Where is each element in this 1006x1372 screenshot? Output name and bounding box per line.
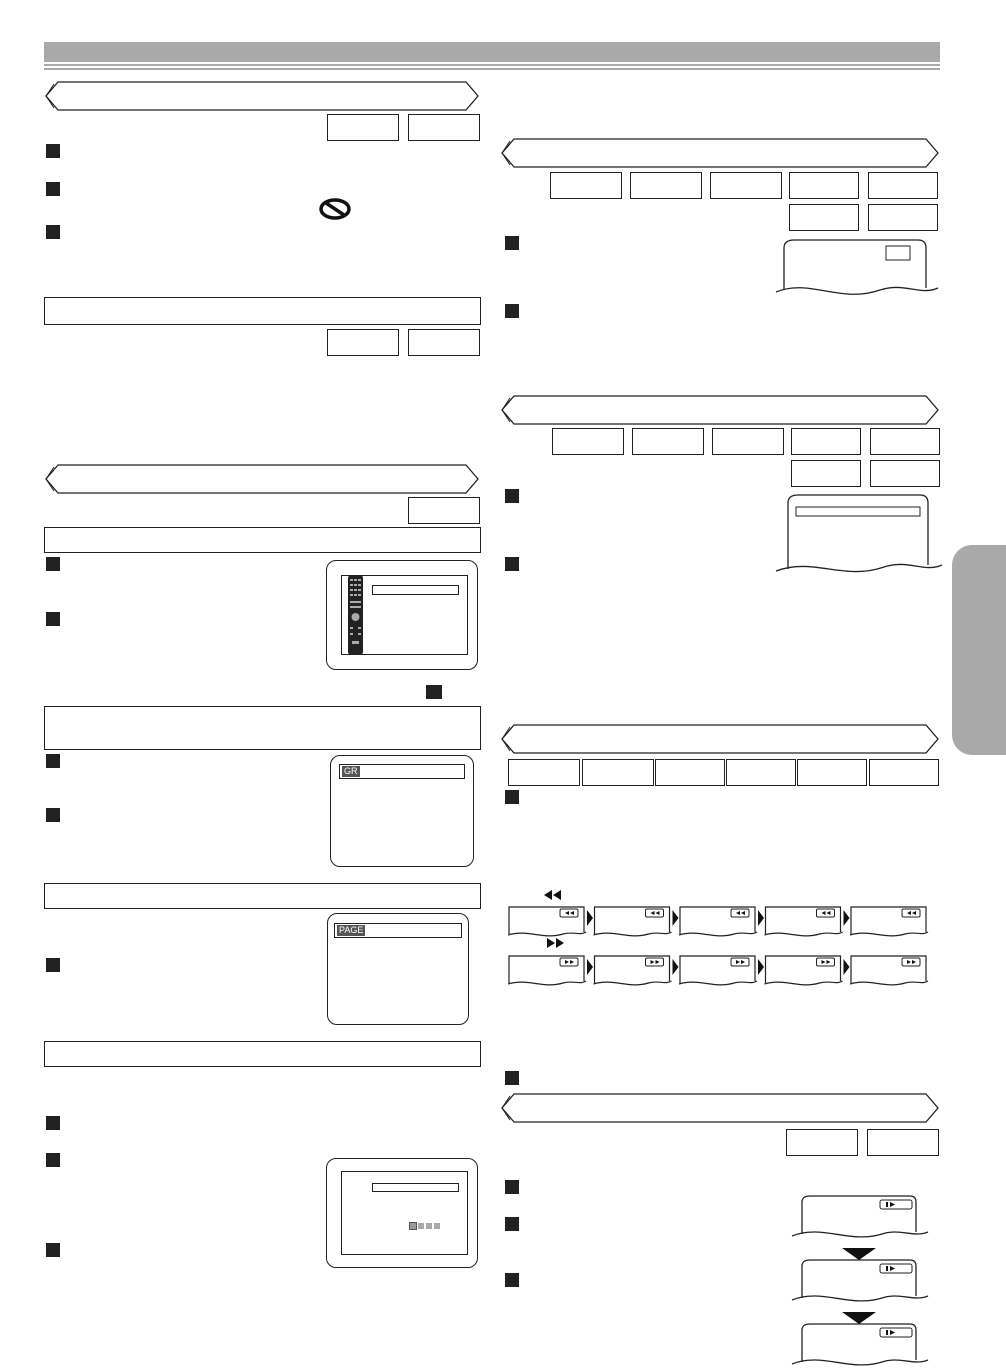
speed-screen: [765, 907, 843, 936]
step-marker: [46, 225, 60, 239]
step-marker: [46, 1153, 60, 1167]
disc-type-badge: [712, 428, 784, 455]
rewind-icon: [543, 890, 563, 900]
step-marker: [505, 236, 519, 250]
step-marker: [505, 489, 519, 503]
sequence-arrow: [673, 910, 679, 926]
menu-highlight-bar: [372, 585, 459, 595]
sequence-arrow: [844, 959, 850, 975]
step-marker: [46, 754, 60, 768]
speed-screen: [594, 907, 672, 936]
screen-display: [341, 575, 468, 655]
subsection-header: [44, 297, 481, 325]
sequence-arrow: [673, 959, 679, 975]
section-banner: [500, 138, 940, 168]
disc-type-badge: [868, 172, 938, 199]
screen-snippet: [770, 238, 940, 300]
screen-snippet: [790, 1194, 930, 1244]
rewind-screens: [508, 904, 940, 940]
sequence-arrow: [587, 959, 593, 975]
section-banner: [44, 81, 480, 111]
disc-type-badge: [726, 759, 796, 786]
page-header-bar: [44, 42, 940, 62]
sequence-arrow: [758, 959, 764, 975]
step-marker: [46, 1243, 60, 1257]
disc-type-badge: [550, 172, 622, 199]
section-banner: [500, 395, 940, 425]
section-banner: [44, 464, 480, 494]
subsection-header: [44, 1041, 481, 1067]
subsection-header: [44, 527, 481, 553]
screen-snippet: [790, 1258, 930, 1308]
disc-type-badge: [710, 172, 782, 199]
step-marker: [505, 1180, 519, 1194]
menu-highlight-bar: [339, 764, 465, 779]
disc-type-badge: [869, 759, 939, 786]
disc-type-badge: [327, 114, 399, 141]
step-marker: [505, 790, 519, 804]
section-banner: [500, 724, 940, 754]
progress-dot: [434, 1223, 440, 1229]
progress-dot: [426, 1223, 432, 1229]
step-marker: [46, 612, 60, 626]
disc-type-badge: [408, 329, 480, 356]
step-marker: [505, 1071, 519, 1085]
header-rule: [44, 68, 940, 70]
speed-screen: [594, 956, 672, 985]
page-badge: PAGE: [339, 925, 364, 935]
menu-highlight-bar: [372, 1183, 459, 1192]
step-marker: [426, 685, 442, 699]
disc-type-badge: [870, 428, 940, 455]
speed-screen: [850, 956, 928, 985]
sequence-arrow: [844, 910, 850, 926]
disc-type-badge: [870, 460, 940, 487]
disc-type-badge: [508, 759, 580, 786]
step-marker: [46, 808, 60, 822]
disc-type-badge: [327, 329, 399, 356]
tv-screen-illustration: [330, 755, 474, 867]
prohibited-icon: [318, 198, 352, 220]
disc-type-badge: [655, 759, 725, 786]
section-side-tab: [952, 545, 1006, 755]
step-marker: [505, 1217, 519, 1231]
speed-screen: [508, 907, 586, 936]
subsection-header: [44, 706, 481, 750]
disc-type-badge: [789, 172, 859, 199]
sequence-arrow: [758, 910, 764, 926]
speed-screen: [765, 956, 843, 985]
step-marker: [46, 1116, 60, 1130]
screen-display: [341, 1171, 468, 1255]
menu-highlight-bar: [334, 923, 462, 938]
disc-type-badge: [408, 114, 480, 141]
tv-screen-illustration: [326, 560, 478, 670]
disc-type-badge: [868, 204, 938, 231]
disc-type-badge: [786, 1129, 858, 1156]
disc-type-badge: [791, 460, 861, 487]
fast-forward-screens: [508, 953, 940, 989]
step-marker: [505, 304, 519, 318]
speed-screen: [679, 907, 757, 936]
disc-type-badge: [582, 759, 654, 786]
disc-type-badge: [797, 759, 867, 786]
tv-screen-illustration: [326, 1158, 478, 1268]
speed-screen: [679, 956, 757, 985]
step-marker: [46, 182, 60, 196]
gr-badge: GR: [344, 766, 358, 776]
disc-type-badge: [552, 428, 624, 455]
progress-dot: [418, 1223, 424, 1229]
remote-control-icon: [346, 575, 366, 655]
step-marker: [46, 557, 60, 571]
speed-screen: [850, 907, 928, 936]
disc-type-badge: [867, 1129, 939, 1156]
header-rule: [44, 64, 940, 66]
step-marker: [505, 557, 519, 571]
disc-type-badge: [789, 204, 859, 231]
speed-screen: [508, 956, 586, 985]
tv-screen-illustration: [327, 913, 469, 1025]
disc-type-badge: [630, 172, 702, 199]
step-marker: [505, 1273, 519, 1287]
progress-dot: [409, 1222, 417, 1230]
step-marker: [46, 958, 60, 972]
disc-type-badge: [408, 497, 480, 524]
section-banner: [500, 1093, 940, 1123]
disc-type-badge: [632, 428, 704, 455]
rewind-speed-sequence: [508, 904, 940, 940]
subsection-header: [44, 883, 481, 909]
step-marker: [46, 144, 60, 158]
sequence-arrow: [587, 910, 593, 926]
fast-forward-speed-sequence: [508, 953, 940, 989]
disc-type-badge: [791, 428, 861, 455]
screen-snippet: [790, 1322, 930, 1372]
screen-snippet: [774, 493, 944, 577]
